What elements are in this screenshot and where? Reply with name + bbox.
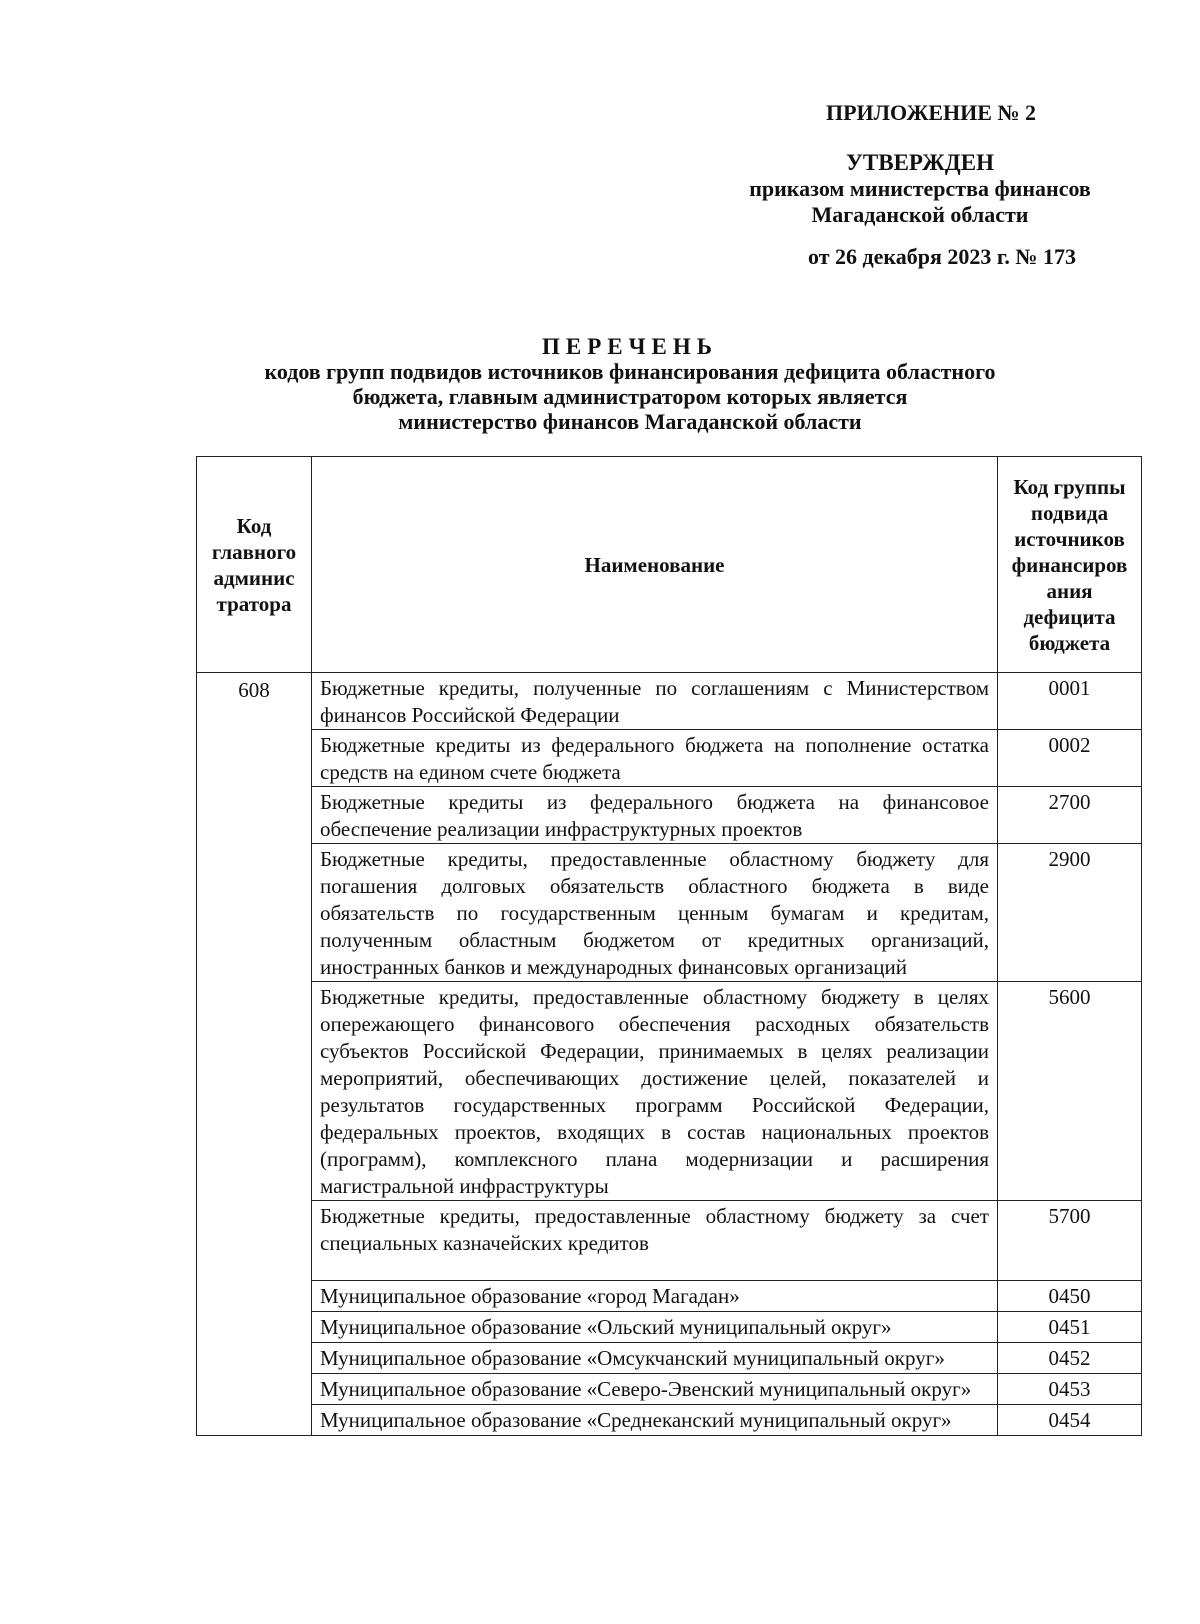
table-row <box>197 1312 1142 1343</box>
table-row <box>197 844 1142 982</box>
table-row <box>197 730 1142 787</box>
table-header-row <box>197 457 1142 673</box>
row-name: Муниципальное образование «Среднеканский муниципальный округ» <box>312 1405 998 1436</box>
column-header-name: Наименование <box>312 457 998 673</box>
approved-by-order: приказом министерства финансов <box>749 176 1091 201</box>
codes-table <box>196 456 1142 1436</box>
column-header-group-code: Код группы подвида источников финансиров ания дефицита бюджета <box>998 457 1142 673</box>
table-row <box>197 982 1142 1201</box>
appendix-label: ПРИЛОЖЕНИЕ № 2 <box>826 100 1037 125</box>
admin-code-cell: 608 <box>197 673 312 1436</box>
title-subtitle-line-3: министерство финансов Магаданской области <box>398 409 862 434</box>
row-name: Муниципальное образование «город Магадан» <box>312 1281 998 1312</box>
row-code: 2900 <box>998 844 1142 982</box>
row-name: Бюджетные кредиты, предоставленные областному бюджету для погашения долговых обязательств областного бюджета в виде обязательств по государственным ценным бумагам и кредитам, полученным областным бюджетом от кредитных организаций, иностранных банков и международных финансовых организаций <box>312 844 998 982</box>
table-row <box>197 1405 1142 1436</box>
row-code: 0454 <box>998 1405 1142 1436</box>
row-name: Муниципальное образование «Северо-Эвенский муниципальный округ» <box>312 1374 998 1405</box>
table-row <box>197 1343 1142 1374</box>
document-title <box>200 334 1060 434</box>
approved-region: Магаданской области <box>811 202 1029 227</box>
table-row <box>197 673 1142 730</box>
row-name: Муниципальное образование «Ольский муниципальный округ» <box>312 1312 998 1343</box>
title-subtitle-line-1: кодов групп подвидов источников финансирования дефицита областного <box>264 359 996 384</box>
row-code: 5600 <box>998 982 1142 1201</box>
table-row <box>197 787 1142 844</box>
row-code: 0451 <box>998 1312 1142 1343</box>
table-row <box>197 1201 1142 1281</box>
row-name: Бюджетные кредиты из федерального бюджета на финансовое обеспечение реализации инфраструктурных проектов <box>312 787 998 844</box>
row-name: Бюджетные кредиты, предоставленные областному бюджету в целях опережающего финансового обеспечения расходных обязательств субъектов Российской Федерации, принимаемых в целях реализации мероприятий, обеспечивающих достижение целей, показателей и результатов государственных программ Российской Федерации, федеральных проектов, входящих в состав национальных проектов (программ), комплексного плана модернизации и расширения магистральной инфраструктуры <box>312 982 998 1201</box>
approval-block <box>720 150 1120 228</box>
row-code: 0452 <box>998 1343 1142 1374</box>
row-name: Муниципальное образование «Омсукчанский муниципальный округ» <box>312 1343 998 1374</box>
table-row <box>197 1374 1142 1405</box>
row-code: 2700 <box>998 787 1142 844</box>
row-code: 0453 <box>998 1374 1142 1405</box>
row-code: 0001 <box>998 673 1142 730</box>
row-name: Бюджетные кредиты, полученные по соглашениям с Министерством финансов Российской Федерации <box>312 673 998 730</box>
row-name: Бюджетные кредиты, предоставленные областному бюджету за счет специальных казначейских кредитов <box>312 1201 998 1281</box>
row-code: 0002 <box>998 730 1142 787</box>
row-code: 0450 <box>998 1281 1142 1312</box>
title-heading: ПЕРЕЧЕНЬ <box>542 334 718 359</box>
approved-heading: УТВЕРЖДЕН <box>846 150 994 175</box>
title-subtitle-line-2: бюджета, главным администратором которых является <box>352 384 908 409</box>
table-row <box>197 1281 1142 1312</box>
column-header-admin-code: Код главного админис тратора <box>197 457 312 673</box>
row-name: Бюджетные кредиты из федерального бюджета на пополнение остатка средств на едином счете бюджета <box>312 730 998 787</box>
row-code: 5700 <box>998 1201 1142 1281</box>
order-date: от 26 декабря 2023 г. № 173 <box>808 244 1077 269</box>
